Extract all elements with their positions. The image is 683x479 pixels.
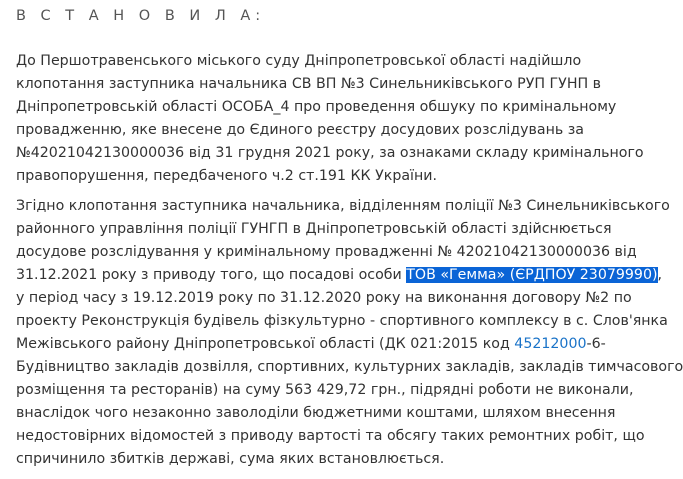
text-line: внаслідок чого незаконно заволоділи бюджетними коштами, шляхом внесення xyxy=(16,405,616,421)
text-segment: Межівського району Дніпропетровської області (ДК 021:2015 код xyxy=(16,336,515,352)
text-line: розміщення та ресторанів) на суму 563 429,72 грн., підрядні роботи не виконали, xyxy=(16,382,634,398)
text-line: спричинило збитків державі, сума яких встановлюється. xyxy=(16,451,445,467)
code-link[interactable]: 45212000 xyxy=(514,336,587,352)
text-segment: , xyxy=(657,267,663,283)
text-line: правопорушення, передбаченого ч.2 ст.191 КК України. xyxy=(16,168,438,184)
text-line: Згідно клопотання заступника начальника, відділенням поліції №3 Синельниківського xyxy=(16,198,670,214)
text-line xyxy=(16,265,662,285)
text-line: досудове розслідування у кримінальному провадженні № 42021042130000036 від xyxy=(16,244,637,260)
text-line: провадженню, яке внесене до Єдиного реєстру досудових розслідувань за xyxy=(16,122,584,138)
text-line: Будівництво закладів дозвілля, спортивних, культурних закладів, закладів тимчасового xyxy=(16,359,683,375)
section-heading: В С Т А Н О В И Л А: xyxy=(16,8,266,24)
text-line: у період часу з 19.12.2019 року по 31.12.2020 року на виконання договору №2 по xyxy=(16,290,632,306)
text-segment: -6- xyxy=(586,336,606,352)
text-segment: 31.12.2021 року з приводу того, що посадові особи xyxy=(16,267,407,283)
selected-company-text[interactable]: ТОВ «Гемма» (ЄРДПОУ 23079990) xyxy=(406,267,658,283)
text-line: До Першотравенського міського суду Дніпропетровської області надійшло xyxy=(16,53,582,69)
text-line: Дніпропетровській області ОСОБА_4 про проведення обшуку по кримінальному xyxy=(16,99,617,115)
text-line xyxy=(16,334,606,354)
text-line: проекту Реконструкція будівель фізкультурно - спортивного комплексу в с. Слов'янка xyxy=(16,313,668,329)
text-line: №42021042130000036 від 31 грудня 2021 року, за ознаками складу кримінального xyxy=(16,145,644,161)
text-line: районного управління поліції ГУНГП в Дніпропетровській області здійснюється xyxy=(16,221,612,237)
text-line: клопотання заступника начальника СВ ВП №3 Синельниківського РУП ГУНП в xyxy=(16,76,602,92)
text-line: недостовірних відомостей з приводу вартості та обсягу таких ремонтних робіт, що xyxy=(16,428,645,444)
